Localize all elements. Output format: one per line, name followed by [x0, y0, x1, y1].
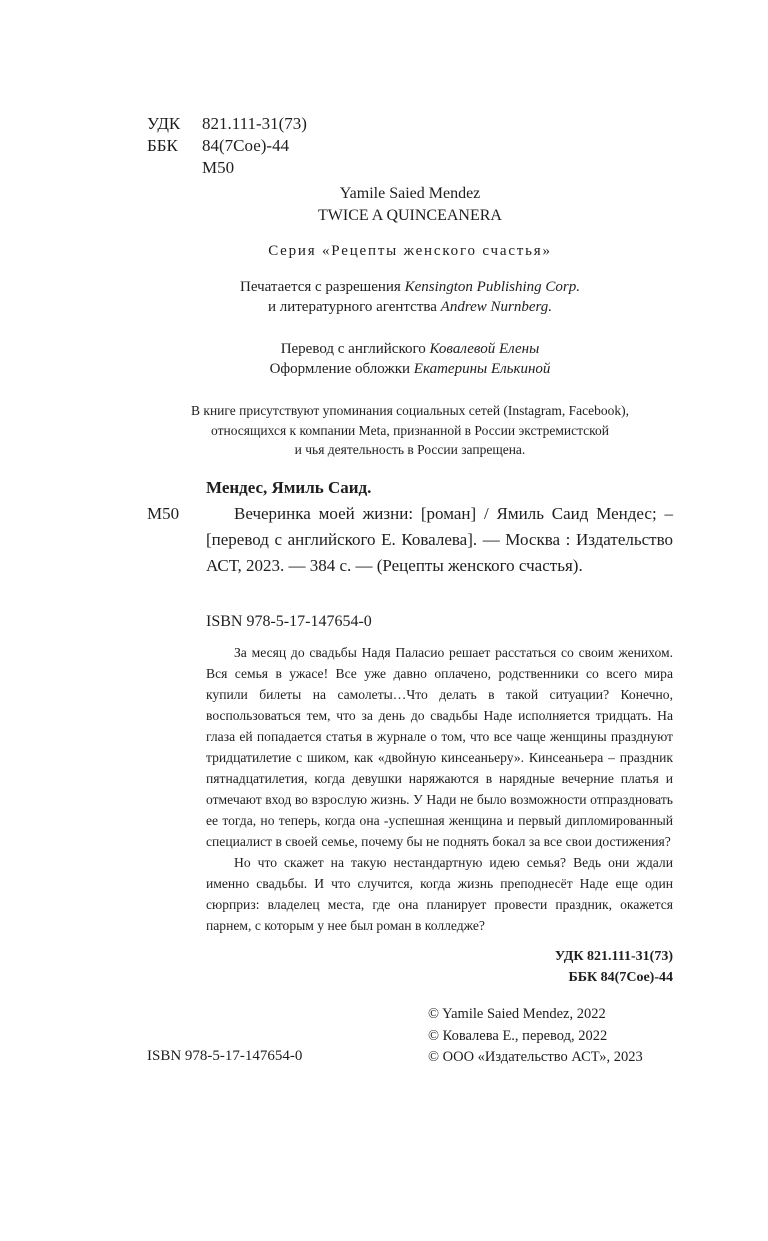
rights-statement: [147, 277, 673, 317]
original-author: Yamile Saied Mendez: [339, 185, 481, 202]
udk-label: УДК: [147, 114, 181, 133]
catalog-code: М50: [147, 504, 180, 523]
annotation-paragraph-2: Но что скажет на такую нестандартную идею семья? Ведь они ждали именно свадьбы. И что случится, когда жизнь преподнесёт Наде еще один сюрприз: владелец места, где она планирует провести праздник, окажется парнем, с которым у нее был роман в колледже?: [206, 855, 673, 933]
udk-value: 821.111-31(73): [202, 114, 307, 133]
agency-name: Andrew Nurnberg.: [440, 299, 553, 315]
series-title: Серия «Рецепты женского счастья»: [268, 243, 552, 259]
bbk-label: ББК: [147, 136, 178, 155]
credits: [147, 339, 673, 379]
annotation-classification: [400, 946, 673, 988]
catalog-description: Вечеринка моей жизни: [роман] / Ямиль Саид Мендес; – [перевод с английского Е. Ковалева]. — Москва : Издательство АСТ, 2023. — 384 с. — (Рецепты женского счастья).: [206, 504, 673, 575]
copyright-author: © Yamile Saied Mendez, 2022: [428, 1006, 606, 1022]
classification-block: [147, 113, 307, 179]
bbk-row: [147, 135, 307, 157]
annotation: [206, 642, 673, 936]
annotation-paragraph-1: За месяц до свадьбы Надя Паласио решает расстаться со своим женихом. Вся семья в ужасе! Все уже давно оплачено, родственники со всего мира купили билеты на самолеты…Что делать в такой ситуации? Конечно, воспользоваться тем, что за день до свадьбы Наде исполняется тридцать. На глаза ей попадается статья в журнале о том, что все чаще женщины празднуют тридцатилетие с шиком, как «двойную кинсеаньеру». Кинсеаньера – праздник пятнадцатилетия, когда девушки наряжаются в нарядные вечерние платья и отмечают вход во взрослую жизнь. У Нади не было возможности отпраздновать ее тогда, но теперь, когда она -успешная женщина и первый дипломированный специалист в своей семье, почему бы не поднять бокал за все свои достижения?: [206, 645, 673, 849]
copyright-translation: © Ковалева Е., перевод, 2022: [428, 1027, 608, 1044]
udk-row: [147, 113, 307, 135]
footer-isbn: ISBN 978-5-17-147654-0: [147, 1048, 303, 1064]
author-mark: М50: [202, 158, 235, 177]
cover-credit: Оформление обложки Екатерины Елькиной: [269, 361, 551, 377]
original-title: TWICE A QUINCEANERA: [318, 207, 502, 224]
publisher-name: Kensington Publishing Corp.: [404, 279, 581, 295]
copyright-publisher: © ООО «Издательство АСТ», 2023: [428, 1049, 643, 1065]
annotation-bbk: ББК 84(7Сое)-44: [568, 970, 673, 985]
rights-line-1: Печатается с разрешения Kensington Publishing Corp.: [239, 279, 581, 295]
translation-credit: Перевод с английского Ковалевой Елены: [280, 341, 540, 357]
cover-designer-name: Екатерины Елькиной: [413, 361, 551, 377]
catalog-isbn: ISBN 978-5-17-147654-0: [206, 613, 372, 630]
original-edition: [147, 183, 673, 227]
bbk-value: 84(7Сое)-44: [202, 136, 290, 155]
catalog-author-heading: Мендес, Ямиль Саид.: [206, 478, 372, 497]
social-media-notice: В книге присутствуют упоминания социальных сетей (Instagram, Facebook), относящихся к компании Meta, признанной в России экстремистской и чья деятельность в России запрещена.: [191, 403, 629, 457]
copyright-block: [428, 1004, 643, 1069]
rights-line-2: и литературного агентства Andrew Nurnberg.: [267, 299, 553, 315]
author-mark-row: [147, 157, 307, 179]
translator-name: Ковалевой Елены: [429, 341, 540, 357]
annotation-udk: УДК 821.111-31(73): [554, 949, 673, 964]
